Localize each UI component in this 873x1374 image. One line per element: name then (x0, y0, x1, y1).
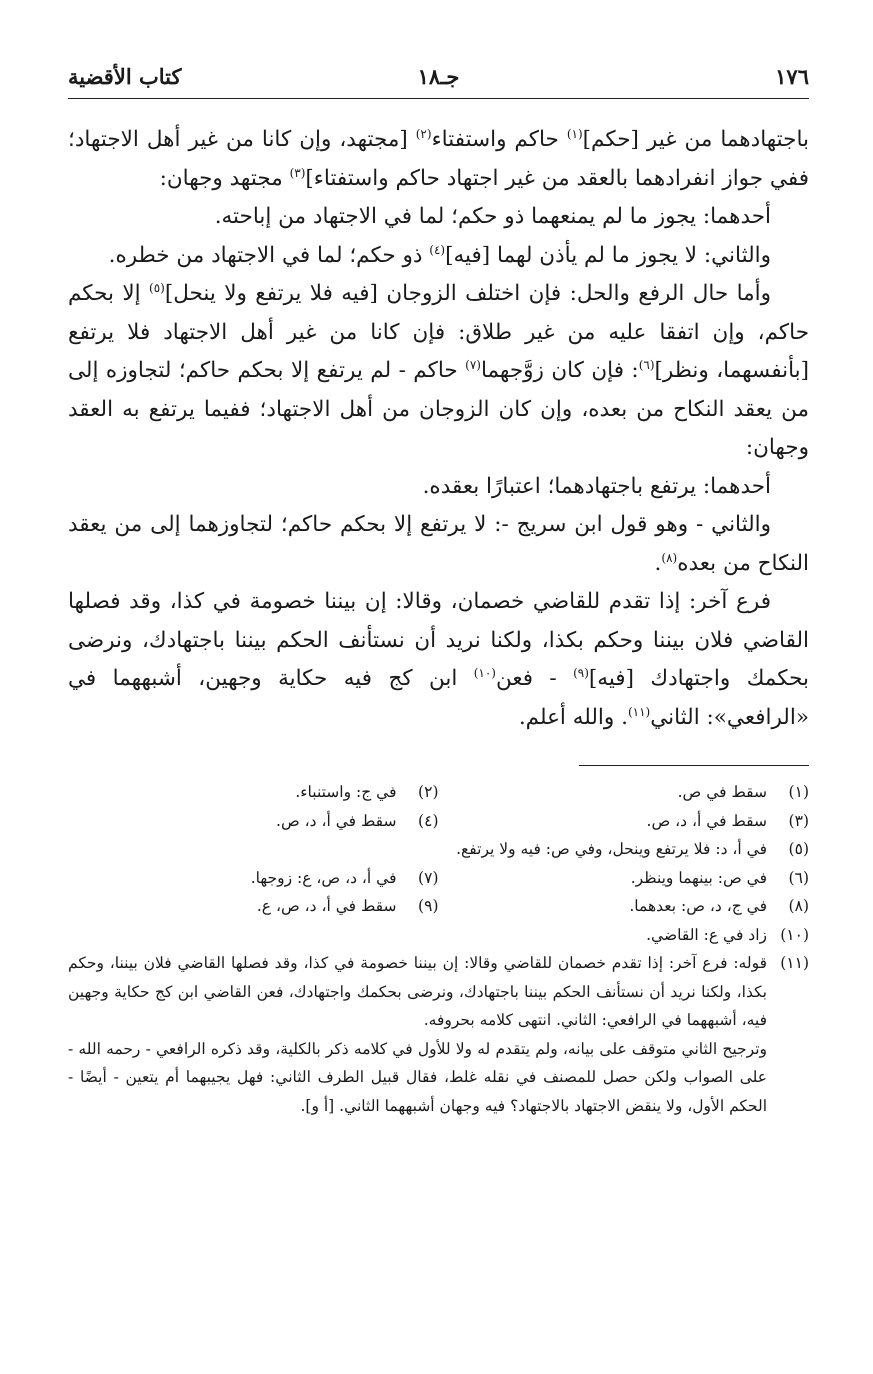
footnote-number: (٧) (418, 868, 439, 887)
footnote-row (68, 864, 809, 893)
body-text-run: : فإن كان زوَّجهما (480, 358, 639, 383)
footnote-text: في أ، د، ص، ع: زوجها. (250, 868, 397, 887)
footnote-ref: (٣) (289, 165, 306, 180)
footnote-text: في أ، د: فلا يرتفع وينحل، وفي ص: فيه ولا يرتفع. (456, 840, 767, 858)
body-paragraph (68, 468, 809, 507)
book-title: كتاب الأقضية (68, 64, 182, 89)
body-text-run: وأما حال الرفع والحل: فإن اختلف الزوجان [فيه فلا يرتفع ولا ينحل] (164, 281, 771, 306)
footnote-ref: (٩) (573, 665, 589, 680)
body-text-run: أحدهما: يجوز ما لم يمنعهما ذو حكم؛ لما في الاجتهاد من إباحته. (214, 204, 771, 229)
footnote-number: (٤) (418, 811, 439, 830)
footnote-number: (٩) (418, 897, 439, 915)
footnote-text (68, 949, 767, 1120)
footnote-row (68, 835, 809, 864)
footnote-ref: (١١) (627, 704, 651, 719)
footnote-ref: (٤) (429, 242, 446, 257)
footnote-text: سقط في أ، د، ص. (276, 811, 397, 830)
footnote-text: في ص: بينهما وينظر. (630, 868, 767, 887)
body-text-run: إلا بحكم حاكم، وإن اتفقا عليه من غير طلاق: فإن كانا من غير أهل الاجتهاد فلا يرتفع [بأنفسهما، ونظر] (68, 281, 810, 383)
body-text-run: والثاني: لا يجوز ما لم يأذن لهما [فيه] (445, 242, 771, 268)
footnote-separator (579, 765, 809, 766)
footnote-text: سقط في أ، د، ص. (646, 811, 767, 830)
body-text-run: ابن كج فيه حكاية وجهين، أشبههما في «الرافعي»: الثاني (68, 666, 809, 730)
page-number: ١٧٦ (775, 64, 809, 89)
footnote-paragraph: قوله: فرع آخر: إذا تقدم خصمان للقاضي وقالا: إن بيننا خصومة في كذا، وقد فصلها القاضي فلان بيننا، وحكم بكذا، ولكنا نريد أن نستأنف الحكم بيننا باجتهادك، ونرضى بحكمك واجتهادك، فعن القاضي ابن كج حكاية وجهين فيه، أشبههما في الرافعي: الثاني. انتهى كلامه بحروفه. (68, 954, 767, 1029)
footnote-ref: (١) (566, 126, 583, 141)
footnote-ref: (١٠) (473, 665, 496, 680)
footnote-text: سقط في أ، د، ص، ع. (256, 897, 397, 915)
footnote-number: (٦) (788, 868, 809, 887)
page-header (68, 58, 809, 99)
footnote-ref: (٥) (149, 280, 165, 295)
footnote-number: (٣) (788, 811, 809, 830)
footnote-row (68, 921, 809, 950)
body-paragraph (68, 506, 809, 583)
footnote-number: (١٠) (780, 925, 809, 944)
main-text (68, 121, 809, 737)
footnote-row (68, 949, 809, 1120)
footnote-number: (٨) (788, 897, 809, 915)
footnote-text: في ج، د، ص: بعدهما. (629, 897, 767, 915)
body-text-run: - فعن (495, 666, 574, 691)
body-paragraph (68, 237, 809, 276)
footnote-row (68, 778, 809, 807)
footnotes (68, 778, 809, 1120)
footnote-ref: (٦) (638, 357, 655, 372)
footnote-number: (٥) (788, 840, 809, 858)
body-text-run: حاكم - لم يرتفع إلا بحكم حاكم؛ لتجاوزه إلى من يعقد النكاح من بعده، وإن كان الزوجان من أهل الاجتهاد؛ ففيما يرتفع به العقد وجهان: (68, 358, 809, 460)
body-paragraph (68, 275, 809, 468)
footnote-ref: (٧) (465, 357, 481, 372)
body-text-run: فرع آخر: إذا تقدم للقاضي خصمان، وقالا: إن بيننا خصومة في كذا، وقد فصلها القاضي فلان بيننا وحكم بكذا، ولكنا نريد أن نستأنف الحكم بيننا باجتهادك، ونرضى بحكمك واجتهادك [فيه] (68, 589, 809, 691)
body-paragraph (68, 121, 809, 198)
footnote-text: سقط في ص. (677, 783, 767, 801)
body-text-run: حاكم واستفتاء (431, 127, 567, 152)
body-text-run: ذو حكم؛ لما في الاجتهاد من خطره. (108, 242, 430, 268)
footnote-ref: (٢) (415, 126, 432, 141)
footnote-text: زاد في ع: القاضي. (646, 925, 767, 944)
footnote-row (68, 892, 809, 921)
body-text-run: . (654, 550, 662, 576)
footnote-number: (١١) (780, 954, 809, 972)
body-text-run: باجتهادهما من غير [حكم] (582, 127, 809, 152)
body-text-run: [مجتهد، وإن كانا من غير أهل الاجتهاد؛ ففي جواز انفرادهما بالعقد من غير اجتهاد حاكم واستفتاء] (68, 127, 809, 191)
page (68, 58, 809, 1348)
footnote-row (68, 807, 809, 836)
body-text-run: أحدهما: يرتفع باجتهادهما؛ اعتبارًا بعقده. (422, 473, 771, 499)
footnote-text: في ج: واستنباء. (295, 783, 397, 801)
footnote-number: (١) (788, 783, 809, 801)
volume-label: جـ١٨ (417, 64, 460, 89)
footnote-paragraph: وترجيح الثاني متوقف على بيانه، ولم يتقدم له ولا للأول في كلامه ذكر بالكلية، وقد ذكره الرافعي - رحمه الله - على الصواب ولكن حصل للمصنف في نقله غلط، فقال قبيل الطرف الثاني: فهل يجيبهما أم يتعين - أيضًا - الحكم الأول، ولا ينقض الاجتهاد بالاجتهاد؟ فيه وجهان أشبههما الثاني. [أ و]. (68, 1039, 767, 1115)
body-text-run: مجتهد وجهان: (159, 165, 290, 191)
body-paragraph (68, 198, 809, 237)
body-paragraph (68, 583, 809, 737)
footnote-ref: (٨) (661, 550, 678, 565)
footnote-number: (٢) (418, 783, 439, 801)
body-text-run: . والله أعلم. (518, 704, 628, 730)
body-text-run: والثاني - وهو قول ابن سريج -: لا يرتفع إلا بحكم حاكم؛ لتجاوزهما إلى من يعقد النكاح من بعده (68, 512, 809, 576)
